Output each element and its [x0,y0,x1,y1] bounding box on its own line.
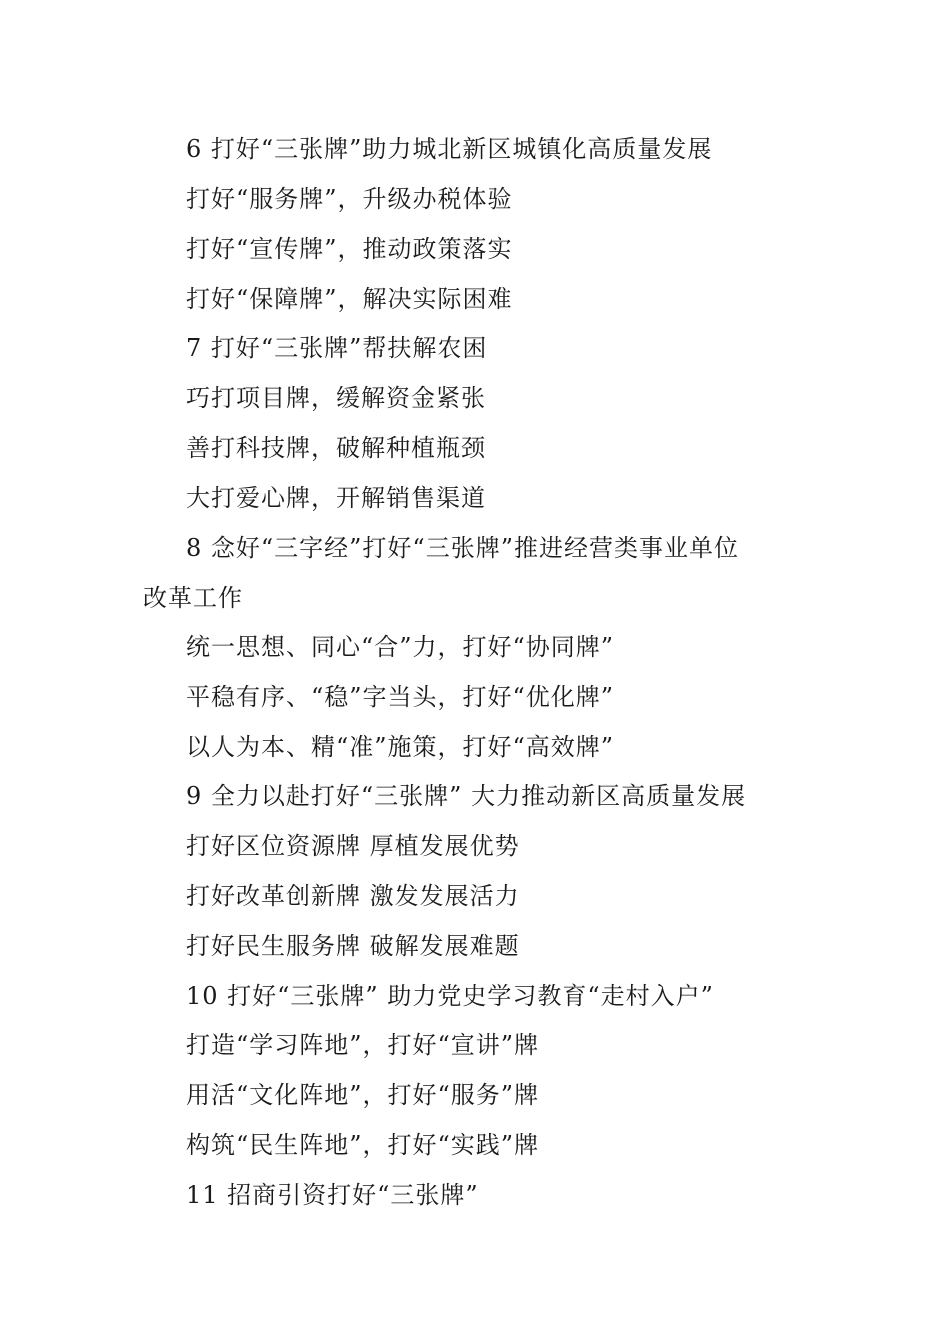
heading-10: 10 打好“三张牌” 助力党史学习教育“走村入户” [186,982,714,1010]
subheading-line: 打好“服务牌”，升级办税体验 [186,185,513,213]
subheading-line: 以人为本、精“准”施策，打好“高效牌” [186,733,615,761]
heading-8: 8 念好“三字经”打好“三张牌”推进经营类事业单位 [186,534,739,562]
subheading-line: 大打爱心牌，开解销售渠道 [186,484,486,512]
subheading-line: 用活“文化阵地”，打好“服务”牌 [186,1081,540,1109]
subheading-line: 善打科技牌，破解种植瓶颈 [186,434,486,462]
subheading-line: 巧打项目牌，缓解资金紧张 [186,384,486,412]
subheading-line: 打好区位资源牌 厚植发展优势 [186,832,520,860]
heading-9: 9 全力以赴打好“三张牌” 大力推动新区高质量发展 [186,782,747,810]
subheading-line: 打好改革创新牌 激发发展活力 [186,882,520,910]
subheading-line: 打好民生服务牌 破解发展难题 [186,932,520,960]
subheading-line: 构筑“民生阵地”，打好“实践”牌 [186,1131,540,1159]
subheading-line: 打造“学习阵地”，打好“宣讲”牌 [186,1031,540,1059]
subheading-line: 平稳有序、“稳”字当头，打好“优化牌” [186,683,615,711]
heading-7: 7 打好“三张牌”帮扶解农困 [186,334,488,362]
subheading-line: 统一思想、同心“合”力，打好“协同牌” [186,633,615,661]
heading-8-continuation: 改革工作 [143,584,243,612]
heading-6: 6 打好“三张牌”助力城北新区城镇化高质量发展 [186,135,713,163]
subheading-line: 打好“宣传牌”，推动政策落实 [186,235,513,263]
subheading-line: 打好“保障牌”，解决实际困难 [186,285,513,313]
heading-11: 11 招商引资打好“三张牌” [186,1181,479,1209]
